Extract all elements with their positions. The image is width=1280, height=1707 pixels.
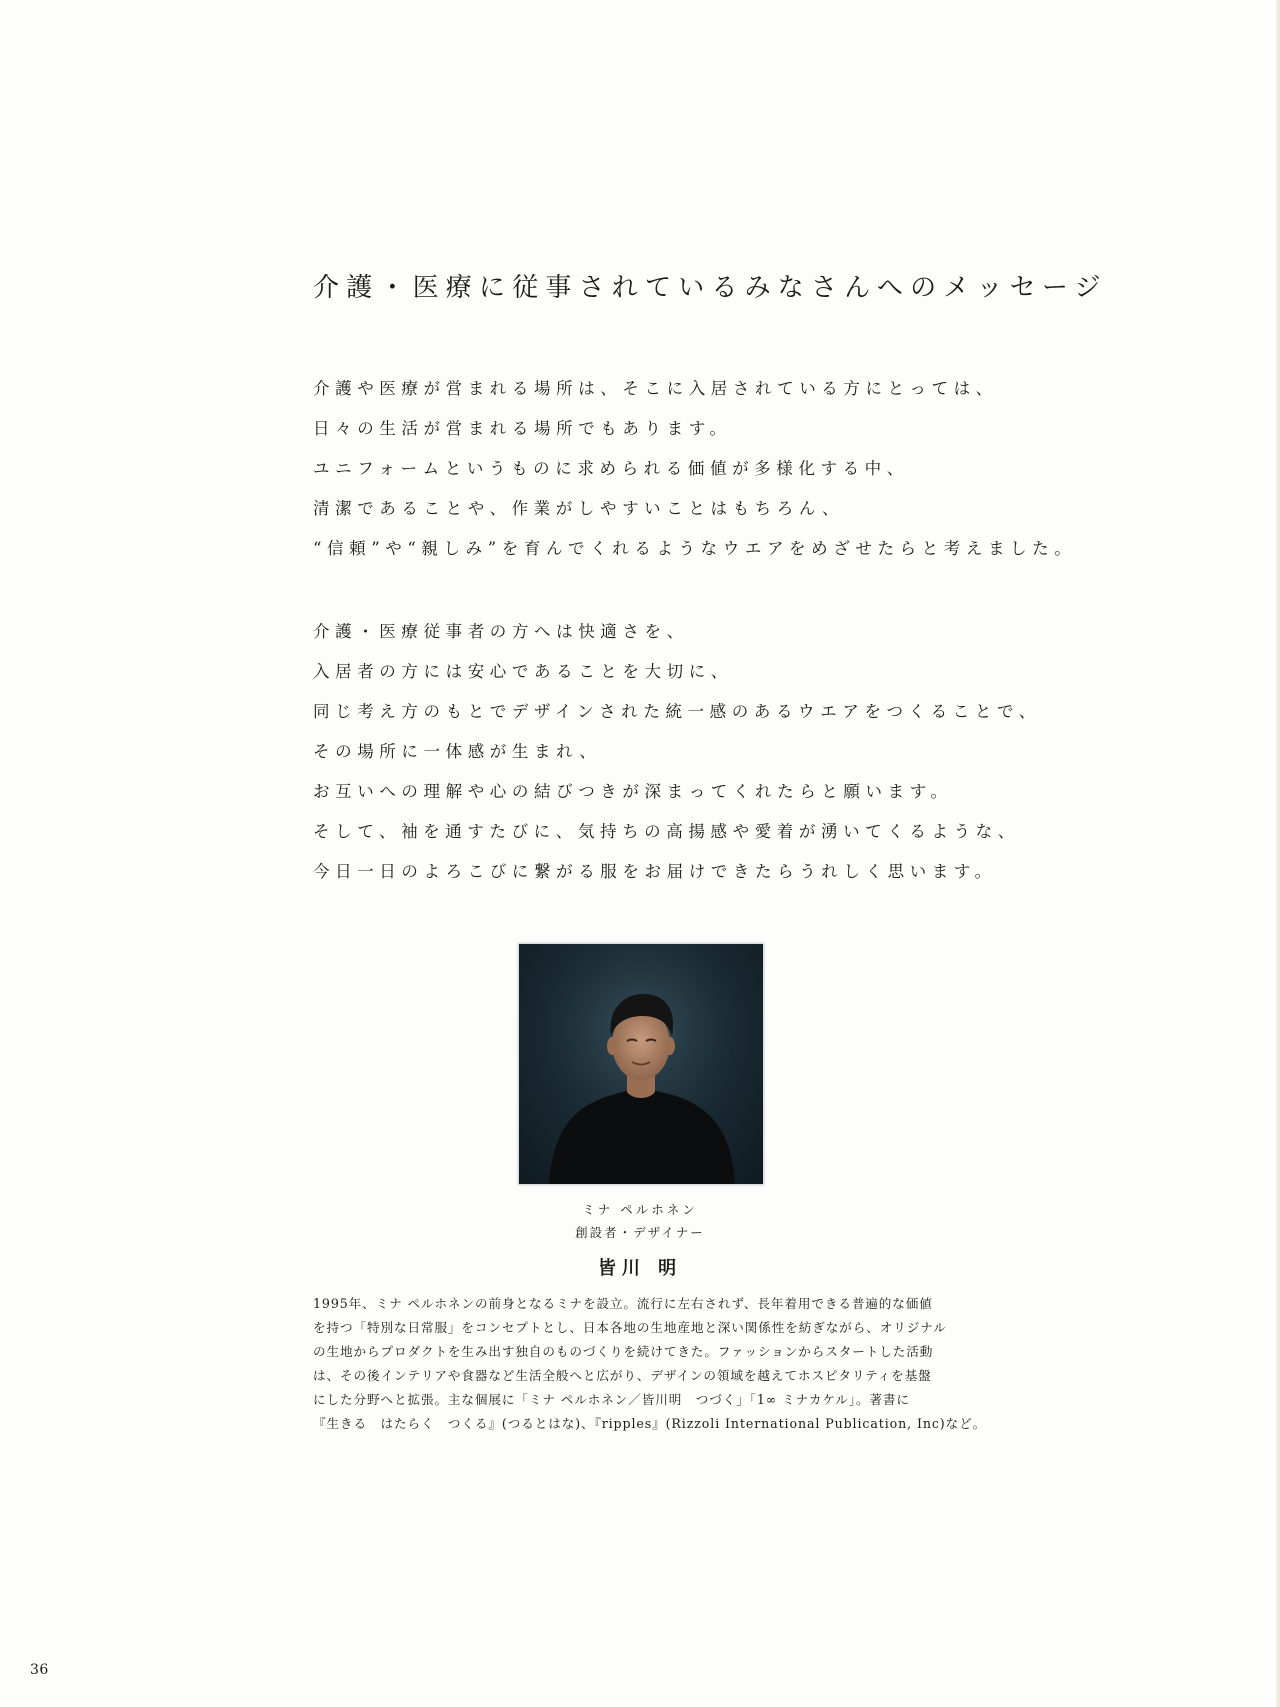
page-edge <box>1276 0 1280 1707</box>
profile-role: 創設者・デザイナー <box>575 1225 705 1240</box>
message-line: 入居者の方には安心であることを大切に、 <box>313 662 733 681</box>
page-title: 介護・医療に従事されているみなさんへのメッセージ <box>313 273 1108 303</box>
designer-portrait-photo <box>519 944 763 1184</box>
bio-line: 1995年、ミナ ペルホネンの前身となるミナを設立。流行に左右されず、長年着用できる普遍的な価値 <box>313 1296 933 1311</box>
message-line: 介護や医療が営まれる場所は、そこに入居されている方にとっては、 <box>313 379 998 398</box>
bio-line: 『生きる はたらく つくる』(つるとはな)、『ripples』(Rizzoli International Publication, Inc)など。 <box>313 1416 987 1431</box>
message-paragraph-2 <box>313 612 1041 892</box>
portrait-illustration <box>519 944 763 1184</box>
message-line: 同じ考え方のもとでデザインされた統一感のあるウエアをつくることで、 <box>313 702 1041 721</box>
message-line: 清潔であることや、作業がしやすいことはもちろん、 <box>313 499 845 518</box>
message-line: お互いへの理解や心の結びつきが深まってくれたらと願います。 <box>313 782 953 801</box>
message-line: “信頼”や“親しみ”を育んでくれるようなウエアをめざせたらと考えました。 <box>313 539 1077 558</box>
profile-name: 皆川 明 <box>597 1258 683 1279</box>
message-line: その場所に一体感が生まれ、 <box>313 742 602 761</box>
bio-line: の生地からプロダクトを生み出す独自のものづくりを続けてきた。ファッションからスタートした活動 <box>313 1344 934 1359</box>
message-line: 日々の生活が営まれる場所でもあります。 <box>313 419 732 438</box>
message-line: 介護・医療従事者の方へは快適さを、 <box>313 622 689 641</box>
message-line: そして、袖を通すたびに、気持ちの高揚感や愛着が湧いてくるような、 <box>313 822 1020 841</box>
message-line: 今日一日のよろこびに繋がる服をお届けできたらうれしく思います。 <box>313 862 997 881</box>
message-paragraph-1 <box>313 369 1077 569</box>
page-number: 36 <box>30 1662 49 1678</box>
bio-line: は、その後インテリアや食器など生活全般へと広がり、デザインの領域を越えてホスピタリティを基盤 <box>313 1368 932 1383</box>
bio-line: にした分野へと拡張。主な個展に「ミナ ペルホネン／皆川明 つづく」「1∞ ミナカケル」。著書に <box>313 1392 910 1407</box>
bio-line: を持つ「特別な日常服」をコンセプトとし、日本各地の生地産地と深い関係性を紡ぎながら、オリジナル <box>313 1320 947 1335</box>
profile-bio <box>313 1292 987 1436</box>
message-line: ユニフォームというものに求められる価値が多様化する中、 <box>313 459 909 478</box>
profile-company: ミナ ペルホネン <box>582 1202 698 1217</box>
